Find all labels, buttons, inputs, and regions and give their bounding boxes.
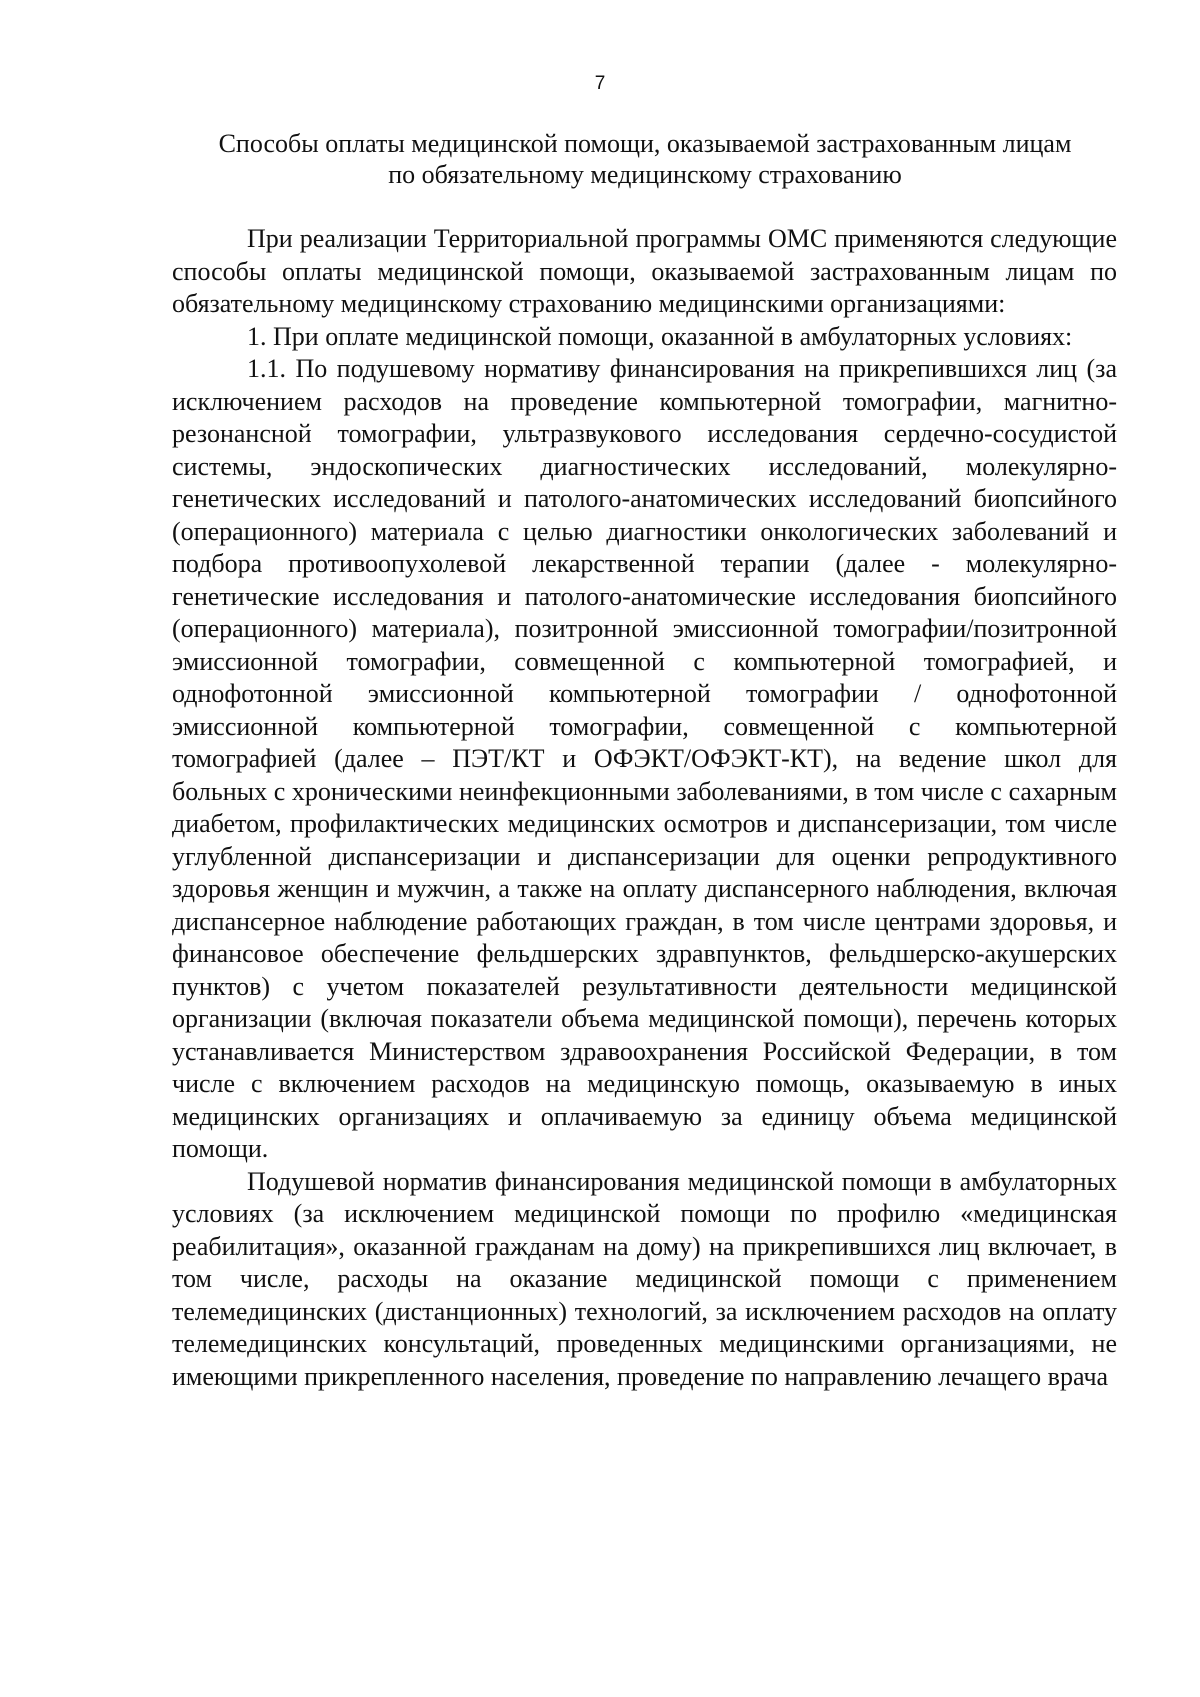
title-line-2: по обязательному медицинскому страхованию: [388, 160, 902, 189]
page-number: 7: [594, 73, 606, 94]
document-body: [172, 223, 1117, 1393]
paragraph-item-1: 1. При оплате медицинской помощи, оказанной в амбулаторных условиях:: [247, 321, 1073, 351]
title-line-1: Способы оплаты медицинской помощи, оказываемой застрахованным лицам: [218, 129, 1072, 158]
paragraph-per-capita: Подушевой норматив финансирования медицинской помощи в амбулаторных условиях (за исключением медицинской помощи по профилю «медицинская реабилитация», оказанной гражданам на дому) на прикрепившихся лиц включает, в том числе, расходы на оказание медицинской помощи с применением телемедицинских (дистанционных) технологий, за исключением расходов на оплату телемедицинских консультаций, проведенных медицинскими организациями, не имеющими прикрепленного населения, проведение по направлению лечащего врача: [172, 1166, 1117, 1391]
document-title: [160, 128, 1130, 190]
paragraph-item-1-1: 1.1. По подушевому нормативу финансирования на прикрепившихся лиц (за исключением расходов на проведение компьютерной томографии, магнитно-резонансной томографии, ультразвукового исследования сердечно-сосудистой системы, эндоскопических диагностических исследований, молекулярно-генетических исследований и патолого-анатомических исследований биопсийного (операционного) материала с целью диагностики онкологических заболеваний и подбора противоопухолевой лекарственной терапии (далее - молекулярно-генетические исследования и патолого-анатомические исследования биопсийного (операционного) материала), позитронной эмиссионной томографии/позитронной эмиссионной томографии, совмещенной с компьютерной томографией, и однофотонной эмиссионной компьютерной томографии / однофотонной эмиссионной компьютерной томографии, совмещенной с компьютерной томографией (далее – ПЭТ/КТ и ОФЭКТ/ОФЭКТ-КТ), на ведение школ для больных с хроническими неинфекционными заболеваниями, в том числе с сахарным диабетом, профилактических медицинских осмотров и диспансеризации, том числе углубленной диспансеризации и диспансеризации для оценки репродуктивного здоровья женщин и мужчин, а также на оплату диспансерного наблюдения, включая диспансерное наблюдение работающих граждан, в том числе центрами здоровья, и финансовое обеспечение фельдшерских здравпунктов, фельдшерско-акушерских пунктов) с учетом показателей результативности деятельности медицинской организации (включая показатели объема медицинской помощи), перечень которых устанавливается Министерством здравоохранения Российской Федерации, в том числе с включением расходов на медицинскую помощь, оказываемую в иных медицинских организациях и оплачиваемую за единицу объема медицинской помощи.: [172, 354, 1117, 1163]
paragraph-intro: При реализации Территориальной программы ОМС применяются следующие способы оплаты медицинской помощи, оказываемой застрахованным лицам по обязательному медицинскому страхованию медицинскими организациями:: [172, 224, 1117, 318]
